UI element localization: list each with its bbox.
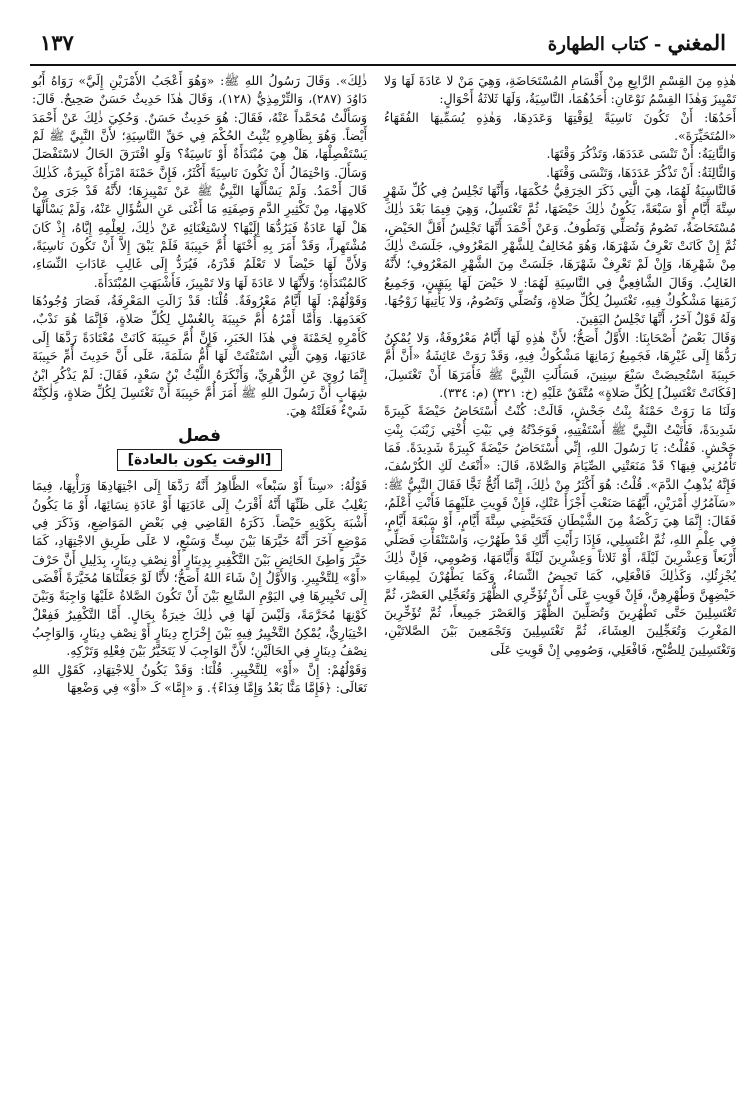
section-heading: فصل [177, 425, 222, 446]
right-column [384, 72, 736, 659]
page-header [30, 30, 736, 64]
section-subheading-box: [الوقت يكون بالعادة] [117, 449, 283, 471]
paragraph: قَوْلُهُ: «سِتاً أَوْ سَبْعاً» الظَّاهِرُ أَنَّهُ رَدَّهَا إِلَى اجْتِهَادِهَا وَرَأْيِهَا، فِيمَا يَغْلِبُ عَلَى ظَنِّهَا أَنَّهُ أَقْرَبُ إِلَى عَادَتِهَا أَوْ عَادَةِ نِسَائِهَا، أَوْ مَا يَكُونُ أَشْبَهَ بِكَوْنِهِ حَيْضاً. ذَكَرَهُ القَاضِي فِي بَعْضِ المَوَاضِعِ، وَذَكَرَ فِي مَوْضِعٍ آخَرَ أَنَّهُ خَيَّرَهَا بَيْنَ سِتٍّ وَسَبْعٍ، لا عَلَى طَرِيقِ الاجْتِهَادِ، كَمَا خَيَّرَ وَاطِئَ الحَائِضِ بَيْنَ التَّكْفِيرِ بِدِينَارٍ أَوْ نِصْفِ دِينَارٍ، بِدَلِيلِ أَنَّ حَرْفَ «أَوْ» لِلتَّخْيِيرِ. وَالأَوَّلُ إِنْ شَاءَ اللهُ أَصَحُّ؛ لأَنَّا لَوْ جَعَلْنَاهَا مُخَيَّرَةً أَفْضَى إِلَى تَخْيِيرِهَا فِي اليَوْمِ السَّابِعِ بَيْنَ أَنْ تَكُونَ الصَّلاةُ عَلَيْهَا وَاجِبَةً وَبَيْنَ كَوْنِهَا مُحَرَّمَةً، وَلَيْسَ لَهَا فِي ذٰلِكَ خِيرَةٌ بِحَالٍ. أَمَّا التَّكْفِيرُ فَفِعْلٌ اخْتِيَارِيٌّ، يُمْكِنُ التَّخْيِيرُ فِيهِ بَيْنَ إِخْرَاجِ دِينَارٍ أَوْ نِصْفِ دِينَارٍ، وَالوَاجِبُ نِصْفُ دِينَارٍ فِي الحَالَيْنِ؛ لأَنَّ الوَاجِبَ لا يَتَخَيَّرُ بَيْنَ فِعْلِهِ وَتَرْكِهِ. [32, 479, 367, 659]
section-subheading [32, 449, 367, 471]
paragraph: أَحَدُهَا: أَنْ تَكُونَ نَاسِيَةً لِوَقْتِهَا وَعَدَدِهَا، وَهٰذِهِ يُسَمِّيهَا الفُقَهَاءُ «المُتَحَيِّرَةَ». [384, 110, 736, 144]
left-column [32, 72, 367, 697]
book-title: المغني [667, 30, 726, 55]
page-number: ١٣٧ [40, 30, 74, 55]
paragraph: وَقَوْلُهُمْ: إِنَّ «أَوْ» لِلتَّخْيِيرِ. قُلْنَا: وَقَدْ يَكُونُ لِلاجْتِهَادِ، كَقَوْلِ اللهِ تَعَالَى: ﴿فَإِمَّا مَنًّا بَعْدُ وَإِمَّا فِدَاءً﴾. وَ «إِمَّا» كَـ «أَوْ» فِي وَضْعِهَا [32, 662, 367, 695]
paragraph: فَالنَّاسِيَةُ لَهُمَا، هِيَ الَّتِي ذَكَرَ الخِرَقِيُّ حُكْمَهَا، وَأَنَّهَا تَجْلِسُ فِي كُلِّ شَهْرٍ سِتَّةَ أَيَّامٍ أَوْ سَبْعَةً، يَكُونُ ذٰلِكَ حَيْضَهَا، ثُمَّ تَغْتَسِلُ، وَهِيَ فِيمَا بَعْدَ ذٰلِكَ مُسْتَحَاضَةٌ، تَصُومُ وَتُصَلِّي وَتَطُوفُ. وَعَنْ أَحْمَدَ أَنَّهَا تَجْلِسُ أَقَلَّ الحَيْضِ، ثُمَّ إِنْ كَانَتْ تَعْرِفُ شَهْرَهَا، وَهُوَ مُخَالِفٌ لِلشَّهْرِ المَعْرُوفِ، جَلَسَتْ ذٰلِكَ مِنْ شَهْرِهَا، وَإِنْ لَمْ تَعْرِفْ شَهْرَهَا، جَلَسَتْ مِنَ الشَّهْرِ المَعْرُوفِ؛ لأَنَّهُ الغَالِبُ. وَقَالَ الشَّافِعِيُّ فِي النَّاسِيَةِ لَهُمَا: لا حَيْضَ لَهَا بِيَقِينٍ، وَجَمِيعُ زَمَنِهَا مَشْكُوكٌ فِيهِ، تَغْتَسِلُ لِكُلِّ صَلاةٍ، وَتُصَلِّي وَتَصُومُ، وَلا يَأْتِيهَا زَوْجُهَا. وَلَهُ قَوْلٌ آخَرُ، أَنَّهَا تَجْلِسُ اليَقِينَ. [384, 184, 736, 327]
header-rule [30, 64, 736, 66]
paragraph: وَالثَّالِثَةُ: أَنْ تَذْكُرَ عَدَدَهَا، وَتَنْسَى وَقْتَهَا. [546, 165, 736, 180]
paragraph: وَقَوْلُهُمْ: لَهَا أَيَّامٌ مَعْرُوفَةٌ. قُلْنَا: قَدْ زَالَتِ المَعْرِفَةُ، فَصَارَ وُجُودُهَا كَعَدَمِهَا. وَأَمَّا أَمْرُهُ أُمَّ حَبِيبَةَ بِالغُسْلِ لِكُلِّ صَلاةٍ، فَإِنَّمَا هُوَ نَدْبٌ، كَأَمْرِهِ لِحَمْنَةَ فِي هٰذَا الخَبَرِ، فَإِنَّ أُمَّ حَبِيبَةَ كَانَتْ مُعْتَادَةً رَدَّهَا إِلَى عَادَتِهَا، وَهِيَ الَّتِي اسْتَفْتَتْ لَهَا أُمُّ سَلَمَةَ، عَلَى أَنَّ حَدِيثَ أُمِّ حَبِيبَةَ إِنَّمَا رُوِيَ عَنِ الزُّهْرِيِّ، وَأَنْكَرَهُ اللَّيْثُ بْنُ سَعْدٍ، فَقَالَ: لَمْ يَذْكُرِ ابْنُ شِهَابٍ أَنَّ رَسُولَ اللهِ ﷺ أَمَرَ أُمَّ حَبِيبَةَ أَنْ تَغْتَسِلَ لِكُلِّ صَلاةٍ، وَلٰكِنَّهُ شَيْءٌ فَعَلَتْهُ هِيَ. [32, 294, 367, 419]
paragraph: وَقَالَ بَعْضُ أَصْحَابِنَا: الأَوَّلُ أَصَحُّ؛ لأَنَّ هٰذِهِ لَهَا أَيَّامٌ مَعْرُوفَةٌ، وَلا يُمْكِنُ رَدُّهَا إِلَى غَيْرِهَا، فَجَمِيعُ زَمَانِهَا مَشْكُوكٌ فِيهِ، وَقَدْ رَوَتْ عَائِشَةُ «أَنَّ أُمَّ حَبِيبَةَ اسْتُحِيضَتْ سَبْعَ سِنِينَ، فَسَأَلَتِ النَّبِيَّ ﷺ فَأَمَرَهَا أَنْ تَغْتَسِلَ، [فَكَانَتْ تَغْتَسِلُ] لِكُلِّ صَلاةٍ» مُتَّفَقٌ عَلَيْهِ (خ: ٣٢١) (م: ٣٣٤). [384, 330, 736, 400]
paragraph: ذٰلِكَ». وَقَالَ رَسُولُ اللهِ ﷺ: «وَهُوَ أَعْجَبُ الأَمْرَيْنِ إِلَيَّ» رَوَاهُ أَبُو دَاوُدَ (٢٨٧)، وَالتِّرْمِذِيُّ (١٢٨)، وَقَالَ هٰذَا حَدِيثٌ حَسَنٌ صَحِيحٌ. قَالَ: وَسَأَلْتُ مُحَمَّداً عَنْهُ، فَقَالَ: هُوَ حَدِيثٌ حَسَنٌ. وَحُكِيَ ذٰلِكَ عَنْ أَحْمَدَ أَيْضاً. وَهُوَ بِظَاهِرِهِ يُثْبِتُ الحُكْمَ فِي حَقِّ النَّاسِيَةِ؛ لأَنَّ النَّبِيَّ ﷺ لَمْ يَسْتَفْصِلْهَا، هَلْ هِيَ مُبْتَدَأَةٌ أَوْ نَاسِيَةٌ؟ وَلَوِ افْتَرَقَ الحَالُ لاسْتَفْصَلَ وَسَأَلَ. وَاحْتِمَالُ أَنْ تَكُونَ نَاسِيَةً أَكْثَرُ، فَإِنَّ حَمْنَةَ امْرَأَةٌ كَبِيرَةٌ، كَذٰلِكَ قَالَ أَحْمَدُ. وَلَمْ يَسْأَلْهَا النَّبِيُّ ﷺ عَنْ تَمْيِيزِهَا؛ لأَنَّهُ قَدْ جَرَى مِنْ كَلامِهَا، مِنْ تَكْثِيرِ الدَّمِ وَصِفَتِهِ مَا أَغْنَى عَنِ السُّؤَالِ عَنْهُ، وَلَمْ يَسْأَلْهَا هَلْ لَهَا عَادَةٌ فَيَرُدُّهَا إِلَيْهَا؟ لاسْتِغْنَائِهِ عَنْ ذٰلِكَ، لِعِلْمِهِ إِيَّاهُ، إِذْ كَانَ مُشْتَهِراً، وَقَدْ أَمَرَ بِهِ أُخْتَهَا أُمَّ حَبِيبَةَ فَلَمْ يَبْقَ إِلاَّ أَنْ تَكُونَ نَاسِيَةً، وَلأَنَّ لَهَا حَيْضاً لا تَعْلَمُ قَدْرَهُ، فَيُرَدُّ إِلَى غَالِبِ عَادَاتِ النِّسَاءِ، كَالمُبْتَدَأَةِ؛ وَلأَنَّهَا لا عَادَةَ لَهَا وَلا تَمْيِيزَ، فَأَشْبَهَتِ المُبْتَدَأَةَ. [32, 74, 367, 290]
title-separator: - [647, 34, 668, 55]
paragraph: وَالثَّانِيَةُ: أَنْ تَنْسَى عَدَدَهَا، وَتَذْكُرَ وَقْتَهَا. [546, 147, 736, 162]
chapter-title: كتاب الطهارة [547, 34, 648, 55]
paragraph: هٰذِهِ مِنَ القِسْمِ الرَّابِعِ مِنْ أَقْسَامِ المُسْتَحَاضَةِ، وَهِيَ مَنْ لا عَادَةَ لَهَا وَلا تَمْيِيزَ وَهٰذَا القِسْمُ نَوْعَانِ: أَحَدُهُمَا، النَّاسِيَةُ، وَلَهَا ثَلاثَةُ أَحْوَالٍ: [384, 74, 736, 107]
running-title [548, 30, 726, 55]
paragraph: وَلَنَا مَا رَوَتْ حَمْنَةُ بِنْتُ جَحْشٍ، قَالَتْ: كُنْتُ أُسْتَحَاضُ حَيْضَةً كَبِيرَةً شَدِيدَةً، فَأَتَيْتُ النَّبِيَّ ﷺ أَسْتَفْتِيهِ، فَوَجَدْتُهُ فِي بَيْتِ أُخْتِي زَيْنَبَ بِنْتِ جَحْشٍ. فَقُلْتُ: يَا رَسُولَ اللهِ، إِنِّي أُسْتَحَاضُ حَيْضَةً كَبِيرَةً شَدِيدَةً. فَمَا تَأْمُرُنِي فِيهَا؟ قَدْ مَنَعَتْنِي الصِّيَامَ وَالصَّلاةَ، قَالَ: «أَنْعَتُ لَكِ الكُرْسُفَ، فَإِنَّهُ يُذْهِبُ الدَّمَ». قُلْتُ: هُوَ أَكْثَرُ مِنْ ذٰلِكَ، إِنَّمَا أَثُجُّ ثَجًّا فَقَالَ النَّبِيُّ ﷺ: «سَآمُرُكِ أَمْرَيْنِ، أَيَّهُمَا صَنَعْتِ أَجْزَأَ عَنْكِ، فَإِنْ قَوِيتِ عَلَيْهِمَا فَأَنْتِ أَعْلَمُ، فَقَالَ: إِنَّمَا هِيَ رَكْضَةٌ مِنَ الشَّيْطَانِ فَتَحَيَّضِي سِتَّةَ أَيَّامٍ، أَوْ سَبْعَةَ أَيَّامٍ، فِي عِلْمِ اللهِ، ثُمَّ اغْتَسِلِي، فَإِذَا رَأَيْتِ أَنَّكِ قَدْ طَهُرْتِ، وَاسْتَنْقَأْتِ فَصَلِّي أَرْبَعاً وَعِشْرِينَ لَيْلَةً، أَوْ ثَلاثاً وَعِشْرِينَ لَيْلَةً وَأَيَّامَهَا، وَصُومِي، فَإِنَّ ذٰلِكَ يُجْزِئُكِ، وَكَذٰلِكَ فَافْعَلِي، كَمَا تَحِيضُ النِّسَاءُ، وَكَمَا يَطْهُرْنَ لِمِيقَاتِ حَيْضِهِنَّ وَطُهْرِهِنَّ، فَإِنْ قَوِيتِ عَلَى أَنْ تُؤَخِّرِي الظُّهْرَ وَتُعَجِّلِي العَصْرَ، ثُمَّ تَغْتَسِلِينَ حَتَّى تَطْهُرِينَ وَتُصَلِّينَ الظُّهْرَ وَالعَصْرَ جَمِيعاً، ثُمَّ تُؤَخِّرِينَ المَغْرِبَ وَتُعَجِّلِينَ العِشَاءَ، ثُمَّ تَغْتَسِلِينَ وَتَجْمَعِينَ بَيْنَ الصَّلاتَيْنِ، وَتَغْتَسِلِينَ لِلصُّبْحِ، فَافْعَلِي، وَصُومِي إِنْ قَوِيتِ عَلَى [384, 404, 736, 657]
